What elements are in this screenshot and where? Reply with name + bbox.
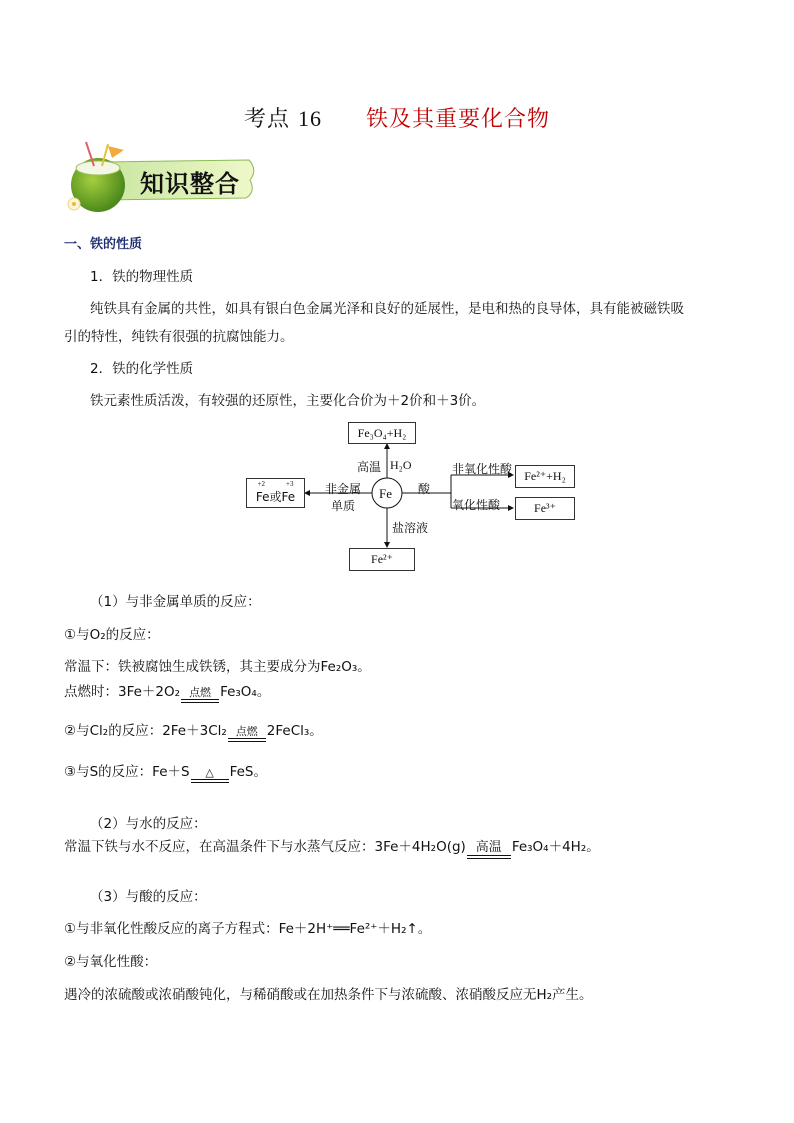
eq-cl2	[64, 719, 323, 742]
eq-s-cond: △	[205, 766, 214, 779]
cond-salt-solution: 盐溶液	[392, 521, 429, 535]
box-fe-ions-label: Fe或Fe	[255, 490, 296, 504]
eq-s	[64, 760, 267, 783]
section-heading: 一、铁的性质	[64, 237, 143, 252]
cond-nonmetal: 非金属	[325, 482, 362, 496]
box-fe3: Fe³⁺	[515, 497, 575, 520]
title-topic: 铁及其重要化合物	[366, 107, 551, 132]
eq-water-cond: 高温	[475, 840, 502, 855]
cond-acid: 酸	[418, 482, 431, 496]
eq-s-arrow	[190, 767, 230, 783]
cond-nonoxidizing-acid: 非氧化性酸	[452, 462, 513, 476]
cond-h2o: H₂O	[390, 458, 412, 472]
line-room-temp: 常温下：铁被腐蚀生成铁锈，其主要成分为Fe₂O₃。	[64, 659, 371, 675]
physical-line-2: 引的特性，纯铁有很强的抗腐蚀能力。	[64, 329, 294, 345]
eq-s-rhs: FeS。	[229, 764, 267, 780]
iron-reaction-diagram	[245, 420, 585, 575]
title-prefix: 考点	[243, 107, 290, 132]
eq-ignite-rhs: Fe₃O₄。	[220, 684, 271, 700]
eq-ignite-arrow	[180, 687, 220, 703]
ox-state-plus3: +3	[286, 480, 294, 488]
eq-cl2-arrow	[227, 726, 267, 742]
r3-oxidizing-line: 遇冷的浓硫酸或浓硝酸钝化，与稀硝酸或在加热条件下与浓硫酸、浓硝酸反应无H₂产生。	[64, 987, 593, 1003]
eq-water	[64, 835, 600, 859]
eq-cl2-lhs: ②与Cl₂的反应：2Fe＋3Cl₂	[64, 723, 227, 739]
chemical-heading: 2．铁的化学性质	[90, 361, 194, 377]
chemical-intro: 铁元素性质活泼，有较强的还原性，主要化合价为＋2价和＋3价。	[90, 393, 486, 409]
r3-oxidizing-heading: ②与氧化性酸：	[64, 954, 158, 970]
physical-line-1: 纯铁具有金属的共性，如具有银白色金属光泽和良好的延展性，是电和热的良导体，具有能被磁铁吸	[90, 301, 684, 317]
page-title	[0, 102, 794, 133]
fe-center: Fe	[379, 486, 392, 501]
eq-water-lhs: 常温下铁与水不反应，在高温条件下与水蒸气反应：3Fe＋4H₂O(g)	[64, 839, 466, 855]
box-fe2-h2: Fe²⁺+H₂	[515, 465, 575, 488]
physical-heading: 1．铁的物理性质	[90, 269, 194, 285]
eq-water-rhs: Fe₃O₄＋4H₂。	[511, 839, 600, 855]
r1-heading: （1）与非金属单质的反应：	[90, 594, 261, 610]
box-fe3o4-h2: Fe₃O₄+H₂	[348, 422, 416, 444]
box-fe-ions	[246, 478, 305, 508]
cond-high-temp: 高温	[357, 460, 382, 474]
r1-o2: ①与O₂的反应：	[64, 627, 160, 643]
badge-text: 知识整合	[140, 170, 240, 198]
eq-ignite-lhs: 点燃时：3Fe＋2O₂	[64, 684, 181, 700]
r3-heading: （3）与酸的反应：	[90, 889, 207, 905]
title-number: 16	[298, 106, 322, 131]
knowledge-badge	[64, 140, 259, 218]
ox-state-plus2: +2	[257, 480, 265, 488]
cond-element: 单质	[331, 499, 356, 513]
eq-ignite-cond: 点燃	[189, 686, 212, 699]
eq-ignite	[64, 680, 270, 703]
box-fe2: Fe²⁺	[349, 548, 415, 571]
eq-cl2-rhs: 2FeCl₃。	[266, 723, 323, 739]
eq-cl2-cond: 点燃	[235, 725, 258, 738]
r3-nonoxidizing: ①与非氧化性酸反应的离子方程式：Fe＋2H⁺══Fe²⁺＋H₂↑。	[64, 921, 432, 937]
r2-heading: （2）与水的反应：	[90, 816, 207, 832]
eq-s-lhs: ③与S的反应：Fe＋S	[64, 764, 190, 780]
eq-water-arrow	[466, 840, 512, 859]
cond-oxidizing-acid: 氧化性酸	[452, 498, 501, 512]
